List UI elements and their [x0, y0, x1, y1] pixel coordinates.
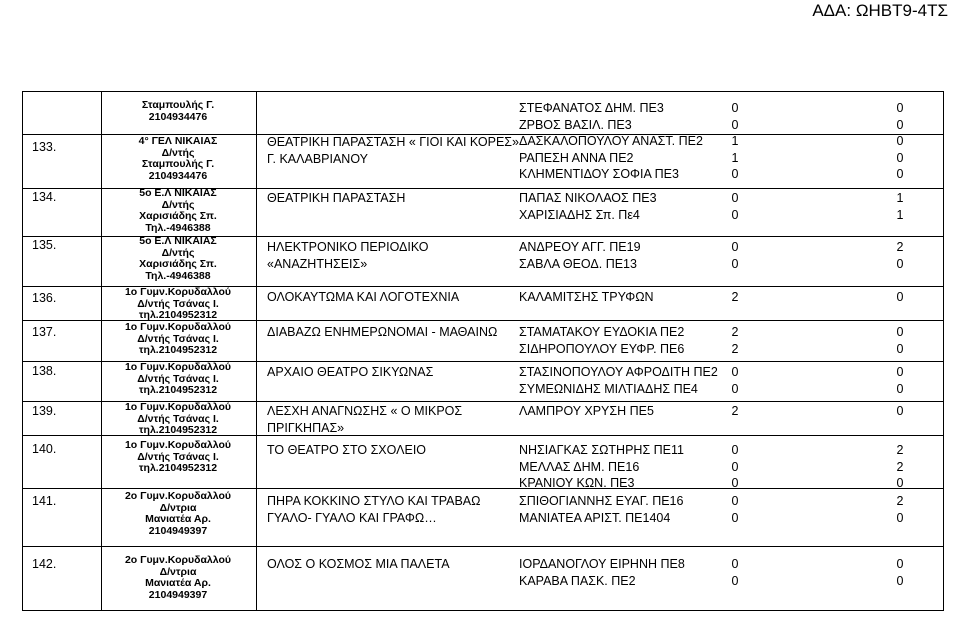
teachers-cell — [519, 289, 654, 306]
value-col-a — [715, 324, 755, 357]
teachers-cell — [519, 364, 718, 397]
school-line: 1ο Γυμν.Κορυδαλλού — [124, 361, 232, 373]
value-col-a — [715, 289, 755, 306]
grid-line — [22, 91, 944, 92]
title-line: ΗΛΕΚΤΡΟΝΙΚΟ ΠΕΡΙΟΔΙΚΟ — [267, 240, 429, 254]
title-line: ΤΟ ΘΕΑΤΡΟ ΣΤΟ ΣΧΟΛΕΙΟ — [267, 443, 427, 457]
school-line: 1ο Γυμν.Κορυδαλλού — [124, 401, 232, 413]
value-col-a — [715, 239, 755, 272]
value: 0 — [731, 510, 739, 525]
teacher-name: ΜΑΝΙΑΤΕΑ ΑΡΙΣΤ. ΠΕ1404 — [519, 510, 671, 525]
value: 0 — [896, 341, 904, 356]
value: 0 — [731, 443, 739, 457]
value: 0 — [731, 207, 739, 222]
school-line: 5ο Ε.Λ ΝΙΚΑΙΑΣ — [139, 235, 217, 247]
program-title — [267, 493, 480, 526]
value: 0 — [731, 117, 739, 132]
school-cell — [102, 322, 254, 357]
title-line: ΔΙΑΒΑΖΩ ΕΝΗΜΕΡΩΝΟΜΑΙ - ΜΑΘΑΙΝΩ — [267, 325, 498, 339]
value-col-a — [715, 100, 755, 183]
teacher-name: ΖΡΒΟΣ ΒΑΣΙΛ. ΠΕ3 — [519, 117, 632, 132]
school-cell — [102, 491, 254, 537]
value: 0 — [731, 167, 739, 181]
title-line: ΑΡΧΑΙΟ ΘΕΑΤΡΟ ΣΙΚΥΩΝΑΣ — [267, 365, 434, 379]
teacher-name: ΜΕΛΛΑΣ ΔΗΜ. ΠΕ16 — [519, 459, 640, 474]
school-line: 1ο Γυμν.Κορυδαλλού — [124, 439, 232, 451]
value: 1 — [896, 207, 904, 222]
title-line: ΘΕΑΤΡΙΚΗ ΠΑΡΑΣΤΑΣΗ — [267, 191, 406, 205]
teacher-name: ΚΑΡΑΒΑ ΠΑΣΚ. ΠΕ2 — [519, 573, 636, 588]
row-number: 136. — [32, 291, 57, 305]
teacher-name: ΣΤΑΜΑΤΑΚΟΥ ΕΥΔΟΚΙΑ ΠΕ2 — [519, 325, 685, 339]
value: 0 — [896, 381, 904, 396]
teachers-cell — [519, 100, 703, 183]
school-line: Μανιατέα Αρ. — [145, 577, 211, 589]
school-cell — [102, 555, 254, 601]
row-number: 135. — [32, 238, 57, 252]
title-line: ΘΕΑΤΡΙΚΗ ΠΑΡΑΣΤΑΣΗ « ΓΙΟΙ ΚΑΙ ΚΟΡΕΣ» — [267, 135, 519, 149]
teacher-name: ΧΑΡΙΣΙΑΔΗΣ Σπ. Πε4 — [519, 207, 640, 222]
teachers-cell — [519, 190, 657, 223]
school-line: Δ/ντής — [161, 146, 195, 159]
value-col-b — [880, 289, 920, 306]
teacher-name: ΚΛΗΜΕΝΤΙΔΟΥ ΣΟΦΙΑ ΠΕ3 — [519, 167, 679, 181]
teacher-name: ΔΑΣΚΑΛΟΠΟΥΛΟΥ ΑΝΑΣΤ. ΠΕ2 — [519, 134, 703, 148]
value: 0 — [896, 290, 904, 304]
value-col-b — [880, 556, 920, 589]
value: 0 — [731, 459, 739, 474]
value: 0 — [896, 256, 904, 271]
school-line: 2ο Γυμν.Κορυδαλλού — [124, 490, 232, 502]
grid-line — [22, 610, 944, 611]
value-col-b — [880, 190, 920, 223]
school-line: Δ/ντής Τσάνας Ι. — [137, 412, 219, 425]
value: 0 — [896, 476, 904, 490]
row-number: 138. — [32, 364, 57, 378]
school-line: τηλ.2104952312 — [138, 424, 218, 436]
school-line: Χαρισιάδης Σπ. — [139, 210, 217, 222]
value: 0 — [896, 167, 904, 181]
school-line: 2104949397 — [148, 524, 208, 537]
value: 0 — [731, 191, 739, 205]
grid-line — [943, 91, 944, 611]
teacher-name: ΝΗΣΙΑΓΚΑΣ ΣΩΤΗΡΗΣ ΠΕ11 — [519, 443, 684, 457]
value-col-b — [880, 100, 920, 183]
value: 0 — [896, 557, 904, 571]
program-title — [267, 190, 405, 207]
value: 0 — [896, 325, 904, 339]
teacher-name: ΛΑΜΠΡΟΥ ΧΡΥΣΗ ΠΕ5 — [519, 404, 654, 418]
grid-line — [22, 546, 944, 547]
program-title — [267, 556, 450, 573]
teacher-name: ΣΠΙΘΟΓΙΑΝΝΗΣ ΕΥΑΓ. ΠΕ16 — [519, 494, 684, 508]
grid-line — [22, 91, 23, 611]
school-cell — [102, 402, 254, 437]
program-title — [267, 239, 429, 272]
school-cell — [102, 236, 254, 282]
teacher-name: ΚΡΑΝΙΟΥ ΚΩΝ. ΠΕ3 — [519, 476, 635, 490]
title-line: Γ. ΚΑΛΑΒΡΙΑΝΟΥ — [267, 151, 368, 166]
value-col-b — [880, 239, 920, 272]
value: 0 — [731, 256, 739, 271]
teacher-name: ΙΟΡΔΑΝΟΓΛΟΥ ΕΙΡΗΝΗ ΠΕ8 — [519, 557, 685, 571]
teacher-name: ΑΝΔΡΕΟΥ ΑΓΓ. ΠΕ19 — [519, 240, 641, 254]
program-title — [267, 289, 459, 306]
row-number: 141. — [32, 494, 57, 508]
teacher-name: ΣΑΒΛΑ ΘΕΟΔ. ΠΕ13 — [519, 256, 637, 271]
school-line: τηλ.2104952312 — [138, 309, 218, 321]
school-cell — [102, 136, 254, 182]
value: 0 — [731, 557, 739, 571]
school-line: 4° ΓΕΛ ΝΙΚΑΙΑΣ — [138, 135, 218, 147]
school-cell — [102, 188, 254, 234]
school-line: τηλ.2104952312 — [138, 344, 218, 356]
value: 2 — [731, 325, 739, 339]
value-col-a — [715, 403, 755, 420]
row-number: 139. — [32, 404, 57, 418]
program-title — [267, 364, 433, 381]
school-line: Δ/ντρια — [159, 565, 197, 578]
school-line: Δ/ντρια — [159, 501, 197, 514]
school-line: Δ/ντής Τσάνας Ι. — [137, 372, 219, 385]
school-line: Δ/ντής — [161, 198, 195, 211]
school-line: Δ/ντής Τσάνας Ι. — [137, 332, 219, 345]
value: 1 — [731, 134, 739, 148]
value: 0 — [896, 404, 904, 418]
value: 2 — [731, 290, 739, 304]
value: 0 — [731, 381, 739, 396]
title-line: ΟΛΟΣ Ο ΚΟΣΜΟΣ ΜΙΑ ΠΑΛΕΤΑ — [267, 557, 450, 571]
teacher-name: ΣΙΔΗΡΟΠΟΥΛΟΥ ΕΥΦΡ. ΠΕ6 — [519, 341, 685, 356]
teacher-name: ΡΑΠΕΣΗ ΑΝΝΑ ΠΕ2 — [519, 150, 634, 165]
value: 0 — [896, 117, 904, 132]
value: 2 — [896, 459, 904, 474]
value-col-a — [715, 493, 755, 526]
school-line: 2104934476 — [148, 169, 208, 182]
teacher-name: ΣΤΕΦΑΝΑΤΟΣ ΔΗΜ. ΠΕ3 — [519, 101, 664, 115]
school-line: τηλ.2104952312 — [138, 462, 218, 474]
teachers-cell — [519, 403, 654, 420]
value: 0 — [896, 510, 904, 525]
school-line: 2104934476 — [148, 110, 208, 123]
school-line: 1ο Γυμν.Κορυδαλλού — [124, 286, 232, 298]
title-line: ΠΡΙΓΚΗΠΑΣ» — [267, 420, 345, 435]
value-col-a — [715, 442, 755, 492]
value: 0 — [896, 101, 904, 115]
school-line: 2ο Γυμν.Κορυδαλλού — [124, 554, 232, 566]
school-cell — [102, 362, 254, 397]
value: 0 — [731, 494, 739, 508]
value: 0 — [731, 573, 739, 588]
value-col-b — [880, 403, 920, 420]
title-line: ΟΛΟΚΑΥΤΩΜΑ ΚΑΙ ΛΟΓΟΤΕΧΝΙΑ — [267, 290, 460, 304]
school-line: Δ/ντής — [161, 246, 195, 259]
teachers-cell — [519, 442, 684, 492]
school-line: Χαρισιάδης Σπ. — [139, 258, 217, 270]
value-col-a — [715, 556, 755, 589]
row-number: 133. — [32, 140, 57, 154]
value-col-a — [715, 190, 755, 223]
title-line: «ΑΝΑΖΗΤΗΣΕΙΣ» — [267, 256, 368, 271]
teacher-name: ΚΑΛΑΜΙΤΣΗΣ ΤΡΥΦΩΝ — [519, 290, 654, 304]
value: 0 — [896, 365, 904, 379]
program-title — [267, 442, 426, 459]
grid-line — [256, 91, 257, 611]
teachers-cell — [519, 556, 685, 589]
value: 0 — [731, 476, 739, 490]
value-col-b — [880, 324, 920, 357]
row-number: 134. — [32, 190, 57, 204]
value-col-b — [880, 442, 920, 492]
value: 1 — [731, 150, 739, 165]
school-cell — [102, 440, 254, 475]
school-line: 5ο Ε.Λ ΝΙΚΑΙΑΣ — [139, 187, 217, 199]
school-cell-continued — [102, 100, 254, 123]
school-line: Τηλ.-4946388 — [145, 269, 211, 282]
teachers-cell — [519, 493, 683, 526]
row-number: 137. — [32, 325, 57, 339]
value: 2 — [896, 240, 904, 254]
teacher-name: ΣΥΜΕΩΝΙΔΗΣ ΜΙΛΤΙΑΔΗΣ ΠΕ4 — [519, 381, 698, 396]
value-col-b — [880, 493, 920, 526]
school-cell — [102, 287, 254, 322]
title-line: ΠΗΡΑ ΚΟΚΚΙΝΟ ΣΤΥΛΟ ΚΑΙ ΤΡΑΒΑΩ — [267, 494, 481, 508]
data-table — [22, 91, 944, 611]
value-col-b — [880, 364, 920, 397]
value: 2 — [896, 443, 904, 457]
value: 0 — [896, 573, 904, 588]
grid-line — [22, 488, 944, 489]
value: 0 — [731, 365, 739, 379]
title-line: ΓΥΑΛΟ- ΓΥΑΛΟ ΚΑΙ ΓΡΑΦΩ… — [267, 510, 437, 525]
school-line: Σταμπουλής Γ. — [141, 158, 215, 170]
program-title — [267, 324, 497, 341]
teachers-cell — [519, 324, 684, 357]
program-title — [267, 403, 462, 436]
teachers-cell — [519, 239, 641, 272]
school-line: Μανιατέα Αρ. — [145, 513, 211, 525]
school-line: 2104949397 — [148, 588, 208, 601]
teacher-name: ΣΤΑΣΙΝΟΠΟΥΛΟΥ ΑΦΡΟΔΙΤΗ ΠΕ2 — [519, 365, 718, 379]
value: 0 — [896, 150, 904, 165]
row-number: 142. — [32, 557, 57, 571]
value-col-a — [715, 364, 755, 397]
program-title — [267, 134, 519, 167]
row-number: 140. — [32, 442, 57, 456]
school-line: τηλ.2104952312 — [138, 384, 218, 396]
value: 2 — [731, 341, 739, 356]
title-line: ΛΕΣΧΗ ΑΝΑΓΝΩΣΗΣ « Ο ΜΙΚΡΟΣ — [267, 404, 463, 418]
school-line: 1ο Γυμν.Κορυδαλλού — [124, 321, 232, 333]
value: 2 — [731, 404, 739, 418]
school-line: Δ/ντής Τσάνας Ι. — [137, 450, 219, 463]
value: 0 — [731, 240, 739, 254]
school-line: Τηλ.-4946388 — [145, 221, 211, 234]
ada-header: ΑΔΑ: ΩΗΒΤ9-4ΤΣ — [812, 1, 948, 20]
school-line: Δ/ντής Τσάνας Ι. — [137, 297, 219, 310]
value: 0 — [896, 134, 904, 148]
value: 1 — [896, 191, 904, 205]
teacher-name: ΠΑΠΑΣ ΝΙΚΟΛΑΟΣ ΠΕ3 — [519, 191, 657, 205]
value: 0 — [731, 101, 739, 115]
value: 2 — [896, 494, 904, 508]
school-line: Σταμπουλής Γ. — [141, 99, 215, 111]
